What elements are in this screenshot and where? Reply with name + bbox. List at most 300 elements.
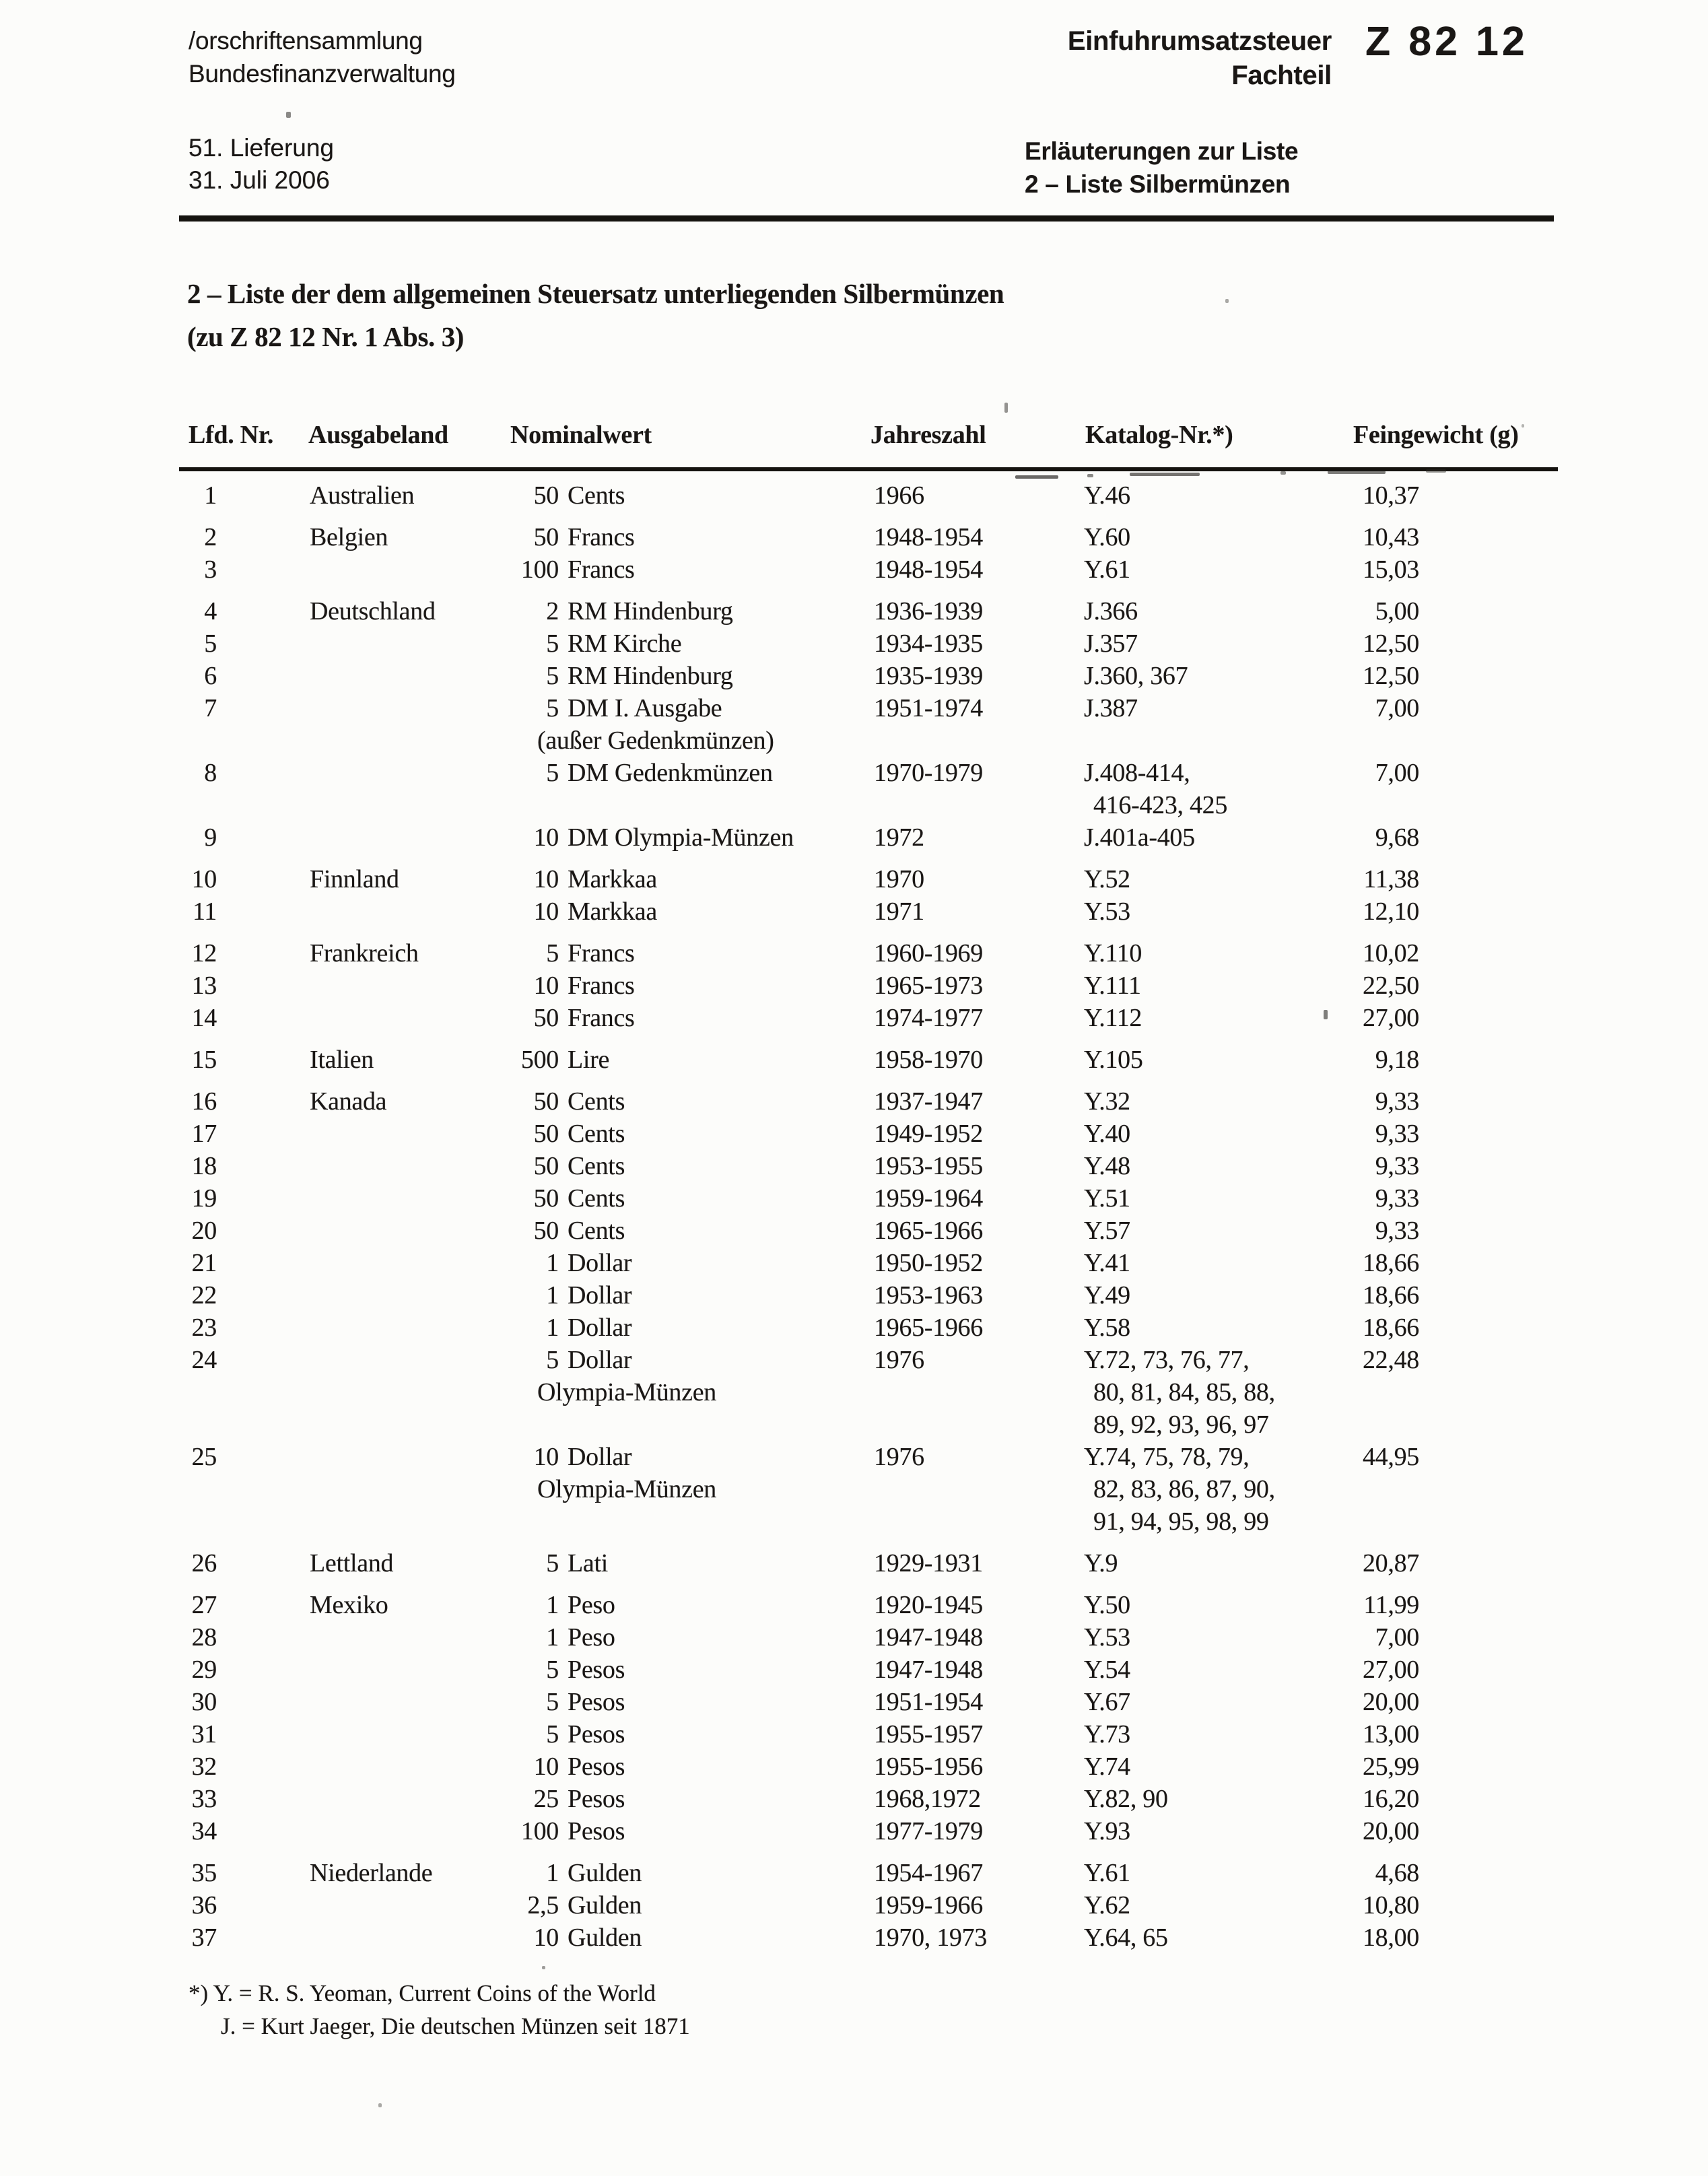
list-title: 2 – Liste der dem allgemeinen Steuersatz unterliegenden Silbermünzen	[187, 278, 1004, 309]
table-row	[189, 1857, 1562, 1889]
nominal-unit: Francs	[568, 939, 635, 967]
row-number: 9	[204, 823, 217, 852]
table-row	[189, 1215, 1562, 1247]
catalog-line: Y.50	[1084, 1591, 1130, 1619]
publisher-line2: Bundesfinanzverwaltung	[189, 60, 456, 88]
country-cell: Mexiko	[310, 1591, 388, 1619]
nominal-number: 5	[546, 1346, 559, 1374]
row-number: 19	[191, 1184, 217, 1213]
table-body	[189, 479, 1562, 1954]
table-row	[189, 1783, 1562, 1815]
catalog-line: Y.61	[1084, 1859, 1130, 1887]
years-cell: 1958-1970	[874, 1046, 983, 1074]
nominal-number: 5	[546, 1656, 559, 1684]
nominal-cell	[510, 1085, 625, 1118]
catalog-cell	[1084, 660, 1188, 692]
header-divider-rule	[179, 215, 1554, 222]
nominal-number: 1	[546, 1591, 559, 1619]
table-row	[189, 627, 1562, 660]
table-row	[189, 660, 1562, 692]
weight-cell: 15,03	[1362, 555, 1419, 584]
nominal-number: 50	[533, 1004, 559, 1032]
table-row	[189, 1718, 1562, 1750]
catalog-cell	[1084, 1247, 1130, 1279]
nominal-cell	[510, 1002, 635, 1034]
catalog-line: Y.82, 90	[1084, 1785, 1168, 1813]
explanation-line1: Erläuterungen zur Liste	[1025, 137, 1299, 165]
weight-cell: 20,00	[1362, 1688, 1419, 1716]
nominal-unit: Cents	[568, 1217, 625, 1245]
table-row	[189, 1182, 1562, 1215]
nominal-cell	[510, 1750, 625, 1783]
country-cell: Frankreich	[310, 939, 419, 967]
years-cell: 1976	[874, 1346, 924, 1374]
catalog-line: Y.112	[1084, 1004, 1142, 1032]
table-row	[189, 1279, 1562, 1312]
scan-speck	[542, 1966, 545, 1969]
nominal-continuation: Olympia-Münzen	[537, 1378, 716, 1406]
catalog-line: Y.111	[1084, 972, 1141, 1000]
nominal-unit: Gulden	[568, 1924, 642, 1952]
nominal-unit: RM Kirche	[568, 630, 682, 658]
weight-cell: 27,00	[1362, 1004, 1419, 1032]
weight-cell: 18,00	[1362, 1924, 1419, 1952]
table-row	[189, 1118, 1562, 1150]
catalog-line: 416-423, 425	[1093, 791, 1228, 819]
nominal-number: 10	[533, 1924, 559, 1952]
footnote-yeoman: *) Y. = R. S. Yeoman, Current Coins of the World	[189, 1980, 656, 2006]
scan-speck	[378, 2103, 382, 2107]
row-number: 15	[191, 1046, 217, 1074]
row-number: 23	[191, 1314, 217, 1342]
catalog-line: J.366	[1084, 597, 1138, 625]
table-row	[189, 479, 1562, 512]
catalog-line: Y.110	[1084, 939, 1142, 967]
years-cell: 1951-1974	[874, 694, 983, 722]
catalog-cell	[1084, 1621, 1130, 1654]
catalog-line: Y.64, 65	[1084, 1924, 1168, 1952]
scan-speck	[286, 112, 291, 118]
catalog-line: Y.41	[1084, 1249, 1130, 1277]
table-row	[189, 970, 1562, 1002]
row-number: 25	[191, 1443, 217, 1471]
catalog-cell	[1084, 1783, 1168, 1815]
catalog-cell	[1084, 1718, 1130, 1750]
nominal-cell	[510, 1150, 625, 1182]
column-header-feingewicht: Feingewicht (g)	[1353, 421, 1519, 449]
nominal-unit: Dollar	[568, 1314, 632, 1342]
catalog-cell	[1084, 1085, 1130, 1118]
scan-smudge	[1280, 471, 1286, 475]
catalog-cell	[1084, 1441, 1275, 1538]
catalog-cell	[1084, 595, 1138, 627]
table-row	[189, 553, 1562, 586]
catalog-cell	[1084, 1922, 1168, 1954]
catalog-line: 82, 83, 86, 87, 90,	[1093, 1475, 1275, 1503]
catalog-line: Y.62	[1084, 1891, 1130, 1919]
country-cell: Australien	[310, 481, 415, 510]
nominal-cell	[510, 1215, 625, 1247]
catalog-line: J.360, 367	[1084, 662, 1188, 690]
catalog-cell	[1084, 692, 1138, 724]
catalog-line: Y.52	[1084, 865, 1130, 893]
years-cell: 1971	[874, 897, 924, 926]
catalog-line: Y.48	[1084, 1152, 1130, 1180]
nominal-number: 10	[533, 1753, 559, 1781]
column-header-lfd-nr: Lfd. Nr.	[189, 421, 274, 449]
scan-speck	[1522, 424, 1524, 428]
catalog-cell	[1084, 1182, 1130, 1215]
nominal-unit: RM Hindenburg	[568, 662, 733, 690]
years-cell: 1947-1948	[874, 1656, 983, 1684]
years-cell: 1920-1945	[874, 1591, 983, 1619]
nominal-unit: Francs	[568, 1004, 635, 1032]
catalog-line: 89, 92, 93, 96, 97	[1093, 1410, 1269, 1439]
catalog-line: Y.53	[1084, 1623, 1130, 1652]
table-row	[189, 757, 1562, 821]
years-cell: 1965-1966	[874, 1314, 983, 1342]
years-cell: 1976	[874, 1443, 924, 1471]
weight-cell: 18,66	[1362, 1281, 1419, 1310]
list-title-reference: (zu Z 82 12 Nr. 1 Abs. 3)	[187, 321, 465, 352]
country-cell: Deutschland	[310, 597, 436, 625]
table-row	[189, 521, 1562, 553]
row-number: 12	[191, 939, 217, 967]
nominal-cell	[510, 1621, 615, 1654]
weight-cell: 12,50	[1362, 662, 1419, 690]
nominal-cell	[510, 660, 733, 692]
nominal-number: 5	[546, 1688, 559, 1716]
nominal-unit: Markkaa	[568, 897, 657, 926]
catalog-cell	[1084, 1857, 1130, 1889]
row-number: 3	[204, 555, 217, 584]
row-number: 11	[193, 897, 217, 926]
row-number: 29	[191, 1656, 217, 1684]
nominal-cell	[510, 1654, 625, 1686]
table-row	[189, 1815, 1562, 1847]
years-cell: 1953-1963	[874, 1281, 983, 1310]
subject-subtitle: Fachteil	[1231, 61, 1332, 90]
weight-cell: 22,48	[1362, 1346, 1419, 1374]
catalog-cell	[1084, 553, 1130, 586]
years-cell: 1948-1954	[874, 555, 983, 584]
catalog-cell	[1084, 1150, 1130, 1182]
nominal-cell	[510, 595, 733, 627]
catalog-line: Y.61	[1084, 555, 1130, 584]
row-number: 2	[204, 523, 217, 551]
row-number: 1	[204, 481, 217, 510]
nominal-unit: Pesos	[568, 1753, 625, 1781]
years-cell: 1959-1966	[874, 1891, 983, 1919]
table-row	[189, 1547, 1562, 1579]
nominal-number: 1	[546, 1249, 559, 1277]
nominal-unit: Francs	[568, 555, 635, 584]
table-row	[189, 1312, 1562, 1344]
footnote-jaeger: J. = Kurt Jaeger, Die deutschen Münzen seit 1871	[221, 2013, 690, 2039]
years-cell: 1950-1952	[874, 1249, 983, 1277]
years-cell: 1960-1969	[874, 939, 983, 967]
catalog-line: 80, 81, 84, 85, 88,	[1093, 1378, 1275, 1406]
country-cell: Italien	[310, 1046, 374, 1074]
nominal-unit: Dollar	[568, 1249, 632, 1277]
table-row	[189, 1589, 1562, 1621]
row-number: 37	[191, 1924, 217, 1952]
catalog-cell	[1084, 895, 1130, 928]
row-number: 28	[191, 1623, 217, 1652]
nominal-number: 10	[533, 897, 559, 926]
publisher-block	[189, 24, 456, 90]
catalog-cell	[1084, 1654, 1130, 1686]
nominal-cell	[510, 1686, 625, 1718]
weight-cell: 9,18	[1375, 1046, 1419, 1074]
table-row	[189, 821, 1562, 854]
nominal-number: 500	[520, 1046, 559, 1074]
row-number: 22	[191, 1281, 217, 1310]
catalog-line: Y.40	[1084, 1120, 1130, 1148]
delivery-number: 51. Lieferung	[189, 134, 335, 162]
row-number: 5	[204, 630, 217, 658]
nominal-cell	[510, 1247, 631, 1279]
nominal-unit: Peso	[568, 1591, 615, 1619]
column-header-ausgabeland: Ausgabeland	[308, 421, 448, 449]
nominal-unit: DM I. Ausgabe	[568, 694, 722, 722]
nominal-cell	[510, 1815, 625, 1847]
row-number: 36	[191, 1891, 217, 1919]
nominal-cell	[510, 1182, 625, 1215]
catalog-cell	[1084, 1686, 1130, 1718]
weight-cell: 9,33	[1375, 1087, 1419, 1116]
table-row	[189, 1085, 1562, 1118]
nominal-cell	[510, 553, 635, 586]
nominal-unit: Pesos	[568, 1688, 625, 1716]
row-number: 32	[191, 1753, 217, 1781]
catalog-cell	[1084, 1750, 1130, 1783]
table-row	[189, 937, 1562, 970]
document-code: Z 82 12	[1365, 18, 1528, 64]
table-row	[189, 1441, 1562, 1538]
nominal-cell	[510, 970, 635, 1002]
nominal-cell	[510, 1857, 642, 1889]
nominal-cell	[510, 895, 657, 928]
weight-cell: 16,20	[1362, 1785, 1419, 1813]
nominal-number: 25	[533, 1785, 559, 1813]
catalog-cell	[1084, 937, 1142, 970]
nominal-cell	[510, 1344, 716, 1408]
row-number: 20	[191, 1217, 217, 1245]
catalog-line: Y.74, 75, 78, 79,	[1084, 1443, 1250, 1471]
nominal-unit: Cents	[568, 1087, 625, 1116]
table-row	[189, 1002, 1562, 1034]
nominal-continuation: Olympia-Münzen	[537, 1475, 716, 1503]
catalog-line: Y.74	[1084, 1753, 1130, 1781]
years-cell: 1947-1948	[874, 1623, 983, 1652]
years-cell: 1966	[874, 481, 924, 510]
years-cell: 1977-1979	[874, 1817, 983, 1845]
catalog-line: Y.46	[1084, 481, 1130, 510]
table-row	[189, 1247, 1562, 1279]
nominal-number: 50	[533, 1184, 559, 1213]
years-cell: 1949-1952	[874, 1120, 983, 1148]
catalog-line: Y.93	[1084, 1817, 1130, 1845]
row-number: 26	[191, 1549, 217, 1577]
table-row	[189, 1686, 1562, 1718]
nominal-cell	[510, 1783, 625, 1815]
weight-cell: 10,37	[1362, 481, 1419, 510]
nominal-unit: Gulden	[568, 1859, 642, 1887]
scan-smudge	[1328, 471, 1386, 474]
nominal-cell	[510, 692, 774, 757]
catalog-cell	[1084, 521, 1130, 553]
row-number: 4	[204, 597, 217, 625]
years-cell: 1936-1939	[874, 597, 983, 625]
nominal-number: 5	[546, 759, 559, 787]
years-cell: 1953-1955	[874, 1152, 983, 1180]
nominal-number: 50	[533, 1120, 559, 1148]
row-number: 21	[191, 1249, 217, 1277]
nominal-cell	[510, 1589, 615, 1621]
nominal-number: 10	[533, 823, 559, 852]
nominal-unit: Lire	[568, 1046, 610, 1074]
weight-cell: 11,38	[1363, 865, 1419, 893]
nominal-cell	[510, 1279, 631, 1312]
catalog-line: Y.67	[1084, 1688, 1130, 1716]
nominal-cell	[510, 1922, 642, 1954]
row-number: 16	[191, 1087, 217, 1116]
catalog-line: Y.73	[1084, 1720, 1130, 1748]
catalog-cell	[1084, 757, 1227, 821]
catalog-cell	[1084, 1589, 1130, 1621]
catalog-line: J.357	[1084, 630, 1138, 658]
years-cell: 1929-1931	[874, 1549, 983, 1577]
catalog-line: Y.49	[1084, 1281, 1130, 1310]
subject-title: Einfuhrumsatzsteuer	[1067, 26, 1332, 56]
catalog-line: Y.32	[1084, 1087, 1130, 1116]
nominal-unit: Francs	[568, 972, 635, 1000]
weight-cell: 18,66	[1362, 1249, 1419, 1277]
nominal-unit: Cents	[568, 1152, 625, 1180]
catalog-cell	[1084, 1815, 1130, 1847]
nominal-number: 10	[533, 972, 559, 1000]
nominal-unit: Gulden	[568, 1891, 642, 1919]
weight-cell: 9,33	[1375, 1120, 1419, 1148]
row-number: 35	[191, 1859, 217, 1887]
nominal-unit: Pesos	[568, 1817, 625, 1845]
nominal-number: 1	[546, 1314, 559, 1342]
scan-smudge	[1087, 474, 1093, 477]
nominal-unit: Pesos	[568, 1656, 625, 1684]
nominal-unit: Dollar	[568, 1281, 632, 1310]
years-cell: 1965-1966	[874, 1217, 983, 1245]
nominal-number: 5	[546, 1720, 559, 1748]
weight-cell: 9,68	[1375, 823, 1419, 852]
catalog-line: Y.72, 73, 76, 77,	[1084, 1346, 1250, 1374]
catalog-line: Y.51	[1084, 1184, 1130, 1213]
nominal-unit: DM Gedenkmünzen	[568, 759, 773, 787]
weight-cell: 9,33	[1375, 1152, 1419, 1180]
nominal-cell	[510, 1441, 716, 1505]
years-cell: 1974-1977	[874, 1004, 983, 1032]
catalog-line: J.401a-405	[1084, 823, 1195, 852]
catalog-cell	[1084, 1889, 1130, 1922]
years-cell: 1970, 1973	[874, 1924, 988, 1952]
table-row	[189, 1621, 1562, 1654]
nominal-cell	[510, 1044, 609, 1076]
weight-cell: 7,00	[1375, 759, 1419, 787]
nominal-cell	[510, 1118, 625, 1150]
nominal-cell	[510, 1889, 642, 1922]
table-row	[189, 1044, 1562, 1076]
catalog-cell	[1084, 970, 1141, 1002]
years-cell: 1965-1973	[874, 972, 983, 1000]
catalog-cell	[1084, 479, 1130, 512]
scan-speck	[1004, 403, 1008, 413]
weight-cell: 22,50	[1362, 972, 1419, 1000]
catalog-line: 91, 94, 95, 98, 99	[1093, 1507, 1269, 1536]
nominal-number: 50	[533, 523, 559, 551]
catalog-line: Y.57	[1084, 1217, 1130, 1245]
catalog-line: Y.60	[1084, 523, 1130, 551]
weight-cell: 9,33	[1375, 1184, 1419, 1213]
nominal-cell	[510, 937, 635, 970]
weight-cell: 7,00	[1375, 1623, 1419, 1652]
catalog-cell	[1084, 1312, 1130, 1344]
weight-cell: 11,99	[1363, 1591, 1419, 1619]
nominal-unit: Cents	[568, 481, 625, 510]
nominal-number: 50	[533, 1152, 559, 1180]
nominal-unit: Pesos	[568, 1785, 625, 1813]
nominal-cell	[510, 1547, 608, 1579]
nominal-number: 50	[533, 1217, 559, 1245]
weight-cell: 10,80	[1362, 1891, 1419, 1919]
catalog-line: J.387	[1084, 694, 1138, 722]
row-number: 6	[204, 662, 217, 690]
catalog-cell	[1084, 627, 1138, 660]
weight-cell: 13,00	[1362, 1720, 1419, 1748]
catalog-line: Y.58	[1084, 1314, 1130, 1342]
years-cell: 1951-1954	[874, 1688, 983, 1716]
catalog-line: Y.9	[1084, 1549, 1118, 1577]
country-cell: Belgien	[310, 523, 388, 551]
years-cell: 1955-1957	[874, 1720, 983, 1748]
catalog-cell	[1084, 863, 1130, 895]
nominal-number: 2,5	[527, 1891, 559, 1919]
catalog-line: J.408-414,	[1084, 759, 1190, 787]
column-header-katalog-nr: Katalog-Nr.*)	[1085, 421, 1233, 449]
row-number: 18	[191, 1152, 217, 1180]
row-number: 17	[191, 1120, 217, 1148]
nominal-number: 1	[546, 1859, 559, 1887]
table-row	[189, 1654, 1562, 1686]
catalog-cell	[1084, 1344, 1275, 1441]
catalog-cell	[1084, 1279, 1130, 1312]
nominal-unit: Dollar	[568, 1346, 632, 1374]
nominal-number: 2	[546, 597, 559, 625]
nominal-cell	[510, 627, 681, 660]
row-number: 33	[191, 1785, 217, 1813]
row-number: 10	[191, 865, 217, 893]
nominal-number: 10	[533, 1443, 559, 1471]
catalog-line: Y.54	[1084, 1656, 1130, 1684]
weight-cell: 10,43	[1362, 523, 1419, 551]
country-cell: Kanada	[310, 1087, 387, 1116]
nominal-unit: Peso	[568, 1623, 615, 1652]
row-number: 34	[191, 1817, 217, 1845]
country-cell: Lettland	[310, 1549, 394, 1577]
weight-cell: 44,95	[1362, 1443, 1419, 1471]
nominal-number: 50	[533, 481, 559, 510]
catalog-cell	[1084, 1044, 1143, 1076]
row-number: 30	[191, 1688, 217, 1716]
